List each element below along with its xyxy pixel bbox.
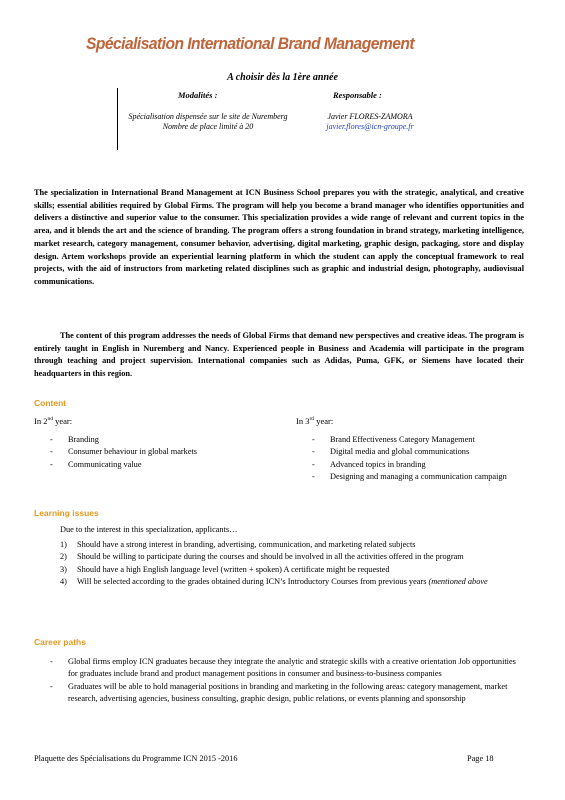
intro-paragraph: The specialization in International Brand Management at ICN Business School prepares you with the strategic, analytical, and creative skills; essential abilities required by Global Firms. The program will help you become a brand manager who identifies opportunities and delivers a distinctive and superior value to the consumer. This specialization provides a wide range of relevant and current topics in the area, and it blends the art and the science of branding. The program offers a strong foundation in brand strategy, marketing intelligence, market research, category management, consumer behavior, advertising, digital marketing, graphic design, packaging, store and display design. Artem workshops provide an experiential learning platform in which the student can apply the conceptual framework to real projects, with the aid of instructors from marketing related disciplines such as graphic and industrial design, photography, audiovisual communications. [34, 188, 524, 286]
year2-label: In 2nd year: [34, 416, 73, 426]
year2-course-list [50, 434, 280, 471]
list-item: - Branding [50, 434, 280, 446]
responsable-block [306, 112, 434, 132]
modalites-line: Spécialisation dispensée sur le site de Nuremberg [128, 112, 288, 121]
year3-label: In 3rd year: [296, 416, 334, 426]
footer-text: Plaquette des Spécialisations du Programme ICN 2015 -2016 [34, 754, 238, 763]
page-title: Spécialisation International Brand Management [86, 34, 415, 53]
list-item: - Advanced topics in branding [312, 459, 524, 471]
list-item: 2) Should be willing to participate during the courses and should be involved in all the activities offered in the program [60, 552, 464, 562]
program-paragraph: The content of this program addresses the needs of Global Firms that demand new perspectives and creative ideas. The program is entirely taught in English in Nuremberg and Nancy. Experienced people in Business and Academia will participate in the program through teaching and project supervision. International companies such as Adidas, Puma, GFK, or Siemens have located their headquarters in this region. [34, 331, 524, 379]
list-item: 1) Should have a strong interest in branding, advertising, communication, and marketing related subjects [60, 540, 416, 549]
modalites-line: Nombre de place limité à 20 [162, 122, 254, 131]
content-heading: Content [34, 398, 67, 408]
list-item: - Communicating value [50, 459, 280, 471]
modalites-block [124, 112, 292, 132]
career-heading: Career paths [34, 637, 86, 647]
list-item: - Global firms employ ICN graduates because they integrate the analytic and strategic skills with a creative orientation Job opportunities for graduates include brand and product management positions in consumer and business-to-business companies [50, 656, 526, 681]
page-number: Page 18 [467, 754, 494, 763]
list-item: - Brand Effectiveness Category Management [312, 434, 524, 446]
list-item: - Consumer behaviour in global markets [50, 446, 280, 458]
learning-intro: Due to the interest in this specialization, applicants… [60, 525, 238, 534]
list-item: - Digital media and global communications [312, 446, 524, 458]
list-item: - Graduates will be able to hold managerial positions in branding and marketing in the following areas: category management, market research, advertising agencies, business consulting, graphic design, public relations, or events planning and sponsorship [50, 681, 526, 706]
modalites-label: Modalités : [178, 90, 218, 100]
list-item: - Designing and managing a communication campaign [312, 471, 524, 483]
learning-heading: Learning issues [34, 508, 99, 518]
info-divider [117, 88, 118, 150]
list-item: 3) Should have a high English language level (written + spoken) A certificate might be requested [60, 564, 390, 574]
responsable-label: Responsable : [333, 90, 382, 100]
learning-list [60, 539, 526, 588]
responsable-email[interactable]: javier.flores@icn-groupe.fr [326, 122, 414, 131]
list-item: 4) Will be selected according to the grades obtained during ICN’s Introductory Courses from previous years (mentioned above [60, 576, 488, 586]
page-subtitle: A choisir dès la 1ère année [227, 72, 338, 83]
career-list [50, 656, 526, 705]
responsable-name: Javier FLORES-ZAMORA [327, 112, 413, 121]
year3-course-list [312, 434, 524, 483]
